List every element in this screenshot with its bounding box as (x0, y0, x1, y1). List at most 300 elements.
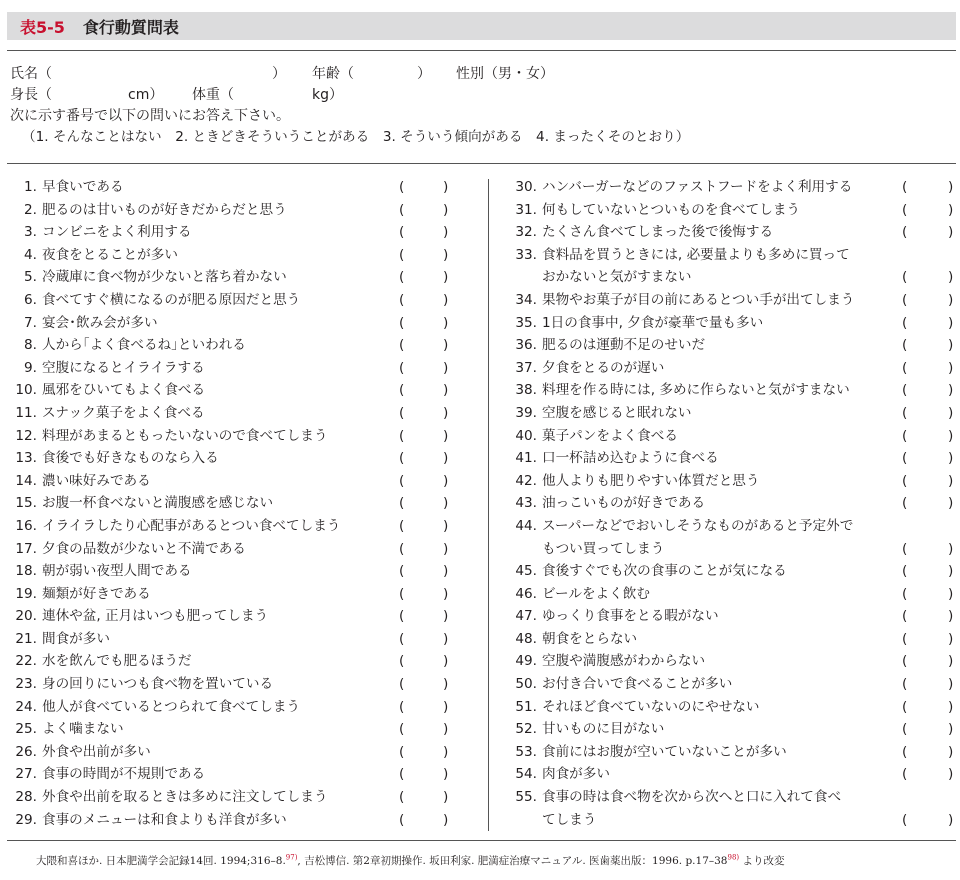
question-item (10, 244, 480, 267)
question-number: 23. (15, 676, 37, 693)
answer-close-paren[interactable]: ) (948, 630, 954, 647)
question-number: 43. (515, 495, 537, 512)
question-item (510, 605, 960, 628)
question-text: 食事のメニューは和食よりも洋食が多い (42, 811, 287, 828)
answer-close-paren[interactable]: ) (443, 337, 449, 354)
question-number: 54. (515, 766, 537, 783)
question-text: ビールをよく飲む (542, 585, 650, 602)
answer-close-paren[interactable]: ) (948, 450, 954, 467)
question-item (10, 583, 480, 606)
question-text: 夜食をとることが多い (42, 246, 178, 263)
question-item (10, 696, 480, 719)
question-number: 4. (24, 246, 37, 263)
question-number: 42. (515, 472, 537, 489)
question-text: 1日の食事中, 夕食が豪華で量も多い (542, 314, 764, 331)
question-number: 6. (24, 291, 37, 308)
answer-close-paren[interactable]: ) (948, 314, 954, 331)
answer-open-paren[interactable]: ( (902, 472, 908, 489)
answer-close-paren[interactable]: ) (948, 585, 954, 602)
answer-close-paren[interactable]: ) (443, 585, 449, 602)
age-label: 年齢（ (312, 66, 354, 82)
question-item (10, 492, 480, 515)
answer-close-paren[interactable]: ) (948, 540, 954, 557)
answer-open-paren[interactable]: ( (399, 517, 405, 534)
question-number: 15. (15, 495, 37, 512)
answer-open-paren[interactable]: ( (902, 314, 908, 331)
question-item (510, 447, 960, 470)
question-number: 32. (515, 224, 537, 241)
question-text: 朝が弱い夜型人間である (42, 563, 192, 580)
question-number: 26. (15, 743, 37, 760)
table-title: 食行動質問表 (82, 17, 179, 37)
question-item (10, 289, 480, 312)
question-text: イライラしたり心配事があるとつい食べてしまう (42, 517, 341, 534)
question-number: 10. (15, 382, 37, 399)
question-text: 水を飲んでも肥るほうだ (42, 653, 192, 670)
question-item (10, 538, 480, 561)
question-item (510, 379, 960, 402)
height-unit: cm） (128, 87, 164, 103)
answer-close-paren[interactable]: ) (443, 721, 449, 738)
question-text: ハンバーガーなどのファストフードをよく利用する (542, 179, 853, 195)
answer-close-paren[interactable]: ) (443, 224, 449, 241)
answer-open-paren[interactable]: ( (399, 337, 405, 354)
answer-close-paren[interactable]: ) (443, 246, 449, 263)
answer-open-paren[interactable]: ( (902, 224, 908, 241)
question-text: 食事の時は食べ物を次から次へと口に入れて食べ (542, 789, 842, 806)
answer-close-paren[interactable]: ) (443, 743, 449, 760)
question-text-continued: もつい買ってしまう (542, 540, 665, 557)
question-number: 25. (15, 721, 37, 738)
question-text: 冷蔵庫に食べ物が少ないと落ち着かない (42, 269, 287, 286)
answer-open-paren[interactable]: ( (902, 563, 908, 580)
question-number: 12. (15, 427, 37, 444)
question-item (10, 266, 480, 289)
answer-open-paren[interactable]: ( (399, 630, 405, 647)
question-text: 夕食をとるのが遅い (542, 359, 665, 376)
answer-close-paren[interactable]: ) (443, 269, 449, 286)
answer-open-paren[interactable]: ( (902, 450, 908, 467)
question-number: 34. (515, 291, 537, 308)
answer-close-paren[interactable]: ) (948, 291, 954, 308)
question-text: 夕食の品数が少ないと不満である (42, 540, 246, 557)
question-number: 38. (515, 382, 537, 399)
question-number: 50. (515, 676, 537, 693)
question-text: 食後でも好きなものなら入る (42, 450, 219, 467)
answer-open-paren[interactable]: ( (902, 653, 908, 670)
question-number: 31. (515, 201, 537, 218)
answer-open-paren[interactable]: ( (399, 427, 405, 444)
question-number: 46. (515, 585, 537, 602)
question-text: 身の回りにいつも食べ物を置いている (42, 676, 274, 693)
question-text-continued: おかないと気がすまない (542, 269, 692, 286)
question-text: お腹一杯食べないと満腹感を感じない (42, 495, 274, 512)
question-number: 36. (515, 337, 537, 354)
answer-close-paren[interactable]: ) (443, 676, 449, 693)
name-close: ） (272, 66, 286, 82)
answer-open-paren[interactable]: ( (399, 698, 405, 715)
answer-open-paren[interactable]: ( (399, 201, 405, 218)
question-item (510, 402, 960, 425)
answer-close-paren[interactable]: ) (948, 766, 954, 783)
question-item (10, 357, 480, 380)
answer-close-paren[interactable]: ) (948, 653, 954, 670)
question-text: 他人が食べているとつられて食べてしまう (42, 698, 301, 715)
question-number: 52. (515, 721, 537, 738)
answer-close-paren[interactable]: ) (948, 563, 954, 580)
question-number: 41. (515, 450, 537, 467)
question-text: 食事の時間が不規則である (42, 766, 206, 783)
answer-close-paren[interactable]: ) (948, 721, 954, 738)
answer-open-paren[interactable]: ( (399, 563, 405, 580)
answer-open-paren[interactable]: ( (399, 269, 405, 286)
question-text: ゆっくり食事をとる暇がない (542, 608, 719, 625)
question-text: それほど食べていないのにやせない (542, 698, 760, 715)
answer-close-paren[interactable]: ) (948, 495, 954, 512)
answer-close-paren[interactable]: ) (443, 517, 449, 534)
answer-open-paren[interactable]: ( (902, 201, 908, 218)
answer-open-paren[interactable]: ( (902, 382, 908, 399)
answer-close-paren[interactable]: ) (443, 427, 449, 444)
answer-open-paren[interactable]: ( (399, 676, 405, 693)
answer-open-paren[interactable]: ( (902, 676, 908, 693)
answer-close-paren[interactable]: ) (948, 359, 954, 376)
title-bar (7, 12, 956, 40)
table-number: 表5-5 (20, 17, 65, 37)
question-text: 空腹や満腹感がわからない (542, 653, 706, 670)
answer-open-paren[interactable]: ( (399, 585, 405, 602)
question-item (510, 628, 960, 651)
answer-close-paren[interactable]: ) (948, 427, 954, 444)
question-item (10, 763, 480, 786)
question-number: 55. (515, 789, 537, 806)
answer-close-paren[interactable]: ) (443, 472, 449, 489)
question-item (510, 650, 960, 673)
question-item (10, 673, 480, 696)
question-text: 食後すぐでも次の食事のことが気になる (542, 563, 787, 580)
answer-close-paren[interactable]: ) (443, 291, 449, 308)
question-text: 肥るのは甘いものが好きだからだと思う (42, 201, 287, 218)
question-number: 28. (15, 789, 37, 806)
question-text: お付き合いで食べることが多い (542, 676, 733, 693)
question-text: 食前にはお腹が空いていないことが多い (542, 743, 787, 760)
question-number: 39. (515, 404, 537, 421)
question-item (10, 650, 480, 673)
answer-close-paren[interactable]: ) (443, 495, 449, 512)
answer-close-paren[interactable]: ) (443, 314, 449, 331)
question-text: 外食や出前を取るときは多めに注文してしまう (42, 789, 328, 806)
question-number: 17. (15, 540, 37, 557)
sex-label: 性別（男・女） (456, 66, 554, 82)
question-number: 51. (515, 698, 537, 715)
question-number: 44. (515, 517, 537, 534)
answer-close-paren[interactable]: ) (948, 743, 954, 760)
question-text: 連休や盆, 正月はいつも肥ってしまう (42, 608, 269, 625)
question-text: 菓子パンをよく食べる (542, 427, 678, 444)
answer-close-paren[interactable]: ) (443, 608, 449, 625)
question-number: 48. (515, 630, 537, 647)
answer-close-paren[interactable]: ) (948, 201, 954, 218)
question-text: コンビニをよく利用する (42, 224, 192, 241)
question-item (510, 176, 960, 199)
answer-open-paren[interactable]: ( (902, 811, 908, 828)
answer-open-paren[interactable]: ( (399, 653, 405, 670)
question-number: 5. (24, 269, 37, 286)
question-text: スナック菓子をよく食べる (42, 404, 205, 421)
answer-close-paren[interactable]: ) (443, 698, 449, 715)
question-text: 濃い味好みである (42, 472, 151, 489)
question-number: 16. (15, 517, 37, 534)
question-text: 麺類が好きである (42, 585, 151, 602)
question-number: 27. (15, 766, 37, 783)
question-item (510, 357, 960, 380)
question-item (10, 786, 480, 809)
answer-open-paren[interactable]: ( (902, 404, 908, 421)
answer-close-paren[interactable]: ) (443, 789, 449, 806)
question-item (510, 334, 960, 357)
questions-left-column (10, 176, 480, 831)
answer-open-paren[interactable]: ( (902, 585, 908, 602)
question-item (10, 515, 480, 538)
answer-close-paren[interactable]: ) (443, 630, 449, 647)
question-number: 47. (515, 608, 537, 625)
question-item (510, 425, 960, 448)
question-number: 20. (15, 608, 37, 625)
question-text-continued: てしまう (542, 811, 597, 828)
question-text: スーパーなどでおいしそうなものがあると予定外で (542, 517, 854, 534)
question-item-continued (510, 538, 960, 561)
question-text: 食べてすぐ横になるのが肥る原因だと思う (42, 291, 301, 308)
answer-open-paren[interactable]: ( (902, 359, 908, 376)
answer-close-paren[interactable]: ) (443, 450, 449, 467)
question-text: 甘いものに目がない (542, 721, 665, 738)
question-item (10, 718, 480, 741)
answer-close-paren[interactable]: ) (948, 179, 954, 195)
answer-open-paren[interactable]: ( (902, 608, 908, 625)
answer-open-paren[interactable]: ( (399, 495, 405, 512)
question-item (10, 425, 480, 448)
question-number: 14. (15, 472, 37, 489)
age-close: ） (417, 66, 431, 82)
answer-close-paren[interactable]: ) (443, 382, 449, 399)
answer-open-paren[interactable]: ( (399, 789, 405, 806)
question-number: 8. (24, 337, 37, 354)
answer-open-paren[interactable]: ( (399, 359, 405, 376)
question-number: 22. (15, 653, 37, 670)
question-text: 空腹になるとイライラする (42, 359, 205, 376)
question-item (10, 741, 480, 764)
citation-text-1: 大隈和喜ほか. 日本肥満学会記録14回. 1994;316–8. (36, 855, 286, 867)
question-item (10, 199, 480, 222)
question-text: 肉食が多い (542, 766, 610, 783)
answer-open-paren[interactable]: ( (902, 540, 908, 557)
question-item (10, 334, 480, 357)
question-item (10, 470, 480, 493)
question-number: 21. (15, 630, 37, 647)
question-item (510, 583, 960, 606)
answer-open-paren[interactable]: ( (399, 472, 405, 489)
question-item (510, 696, 960, 719)
question-item (10, 379, 480, 402)
answer-close-paren[interactable]: ) (443, 404, 449, 421)
answer-open-paren[interactable]: ( (902, 743, 908, 760)
answer-open-paren[interactable]: ( (902, 337, 908, 354)
question-text: 間食が多い (42, 630, 110, 647)
question-text: 果物やお菓子が目の前にあるとつい手が出てしまう (542, 291, 855, 308)
question-item (510, 673, 960, 696)
bottom-rule (7, 840, 956, 841)
citation (36, 853, 784, 868)
answer-open-paren[interactable]: ( (902, 291, 908, 308)
question-text: 風邪をひいてもよく食べる (42, 382, 206, 399)
question-item (510, 312, 960, 335)
questions-right-column (510, 176, 960, 831)
question-number: 30. (515, 179, 537, 195)
citation-ref-1: 97) (285, 853, 298, 862)
answer-close-paren[interactable]: ) (948, 811, 954, 828)
question-item-continued (510, 266, 960, 289)
answer-close-paren[interactable]: ) (443, 179, 449, 195)
question-number: 40. (515, 427, 537, 444)
question-text: 空腹を感じると眠れない (542, 404, 692, 421)
question-number: 11. (15, 404, 37, 421)
answer-open-paren[interactable]: ( (399, 811, 405, 828)
answer-open-paren[interactable]: ( (399, 450, 405, 467)
question-text: 料理があまるともったいないので食べてしまう (42, 427, 328, 444)
question-number: 19. (15, 585, 37, 602)
answer-close-paren[interactable]: ) (948, 382, 954, 399)
question-item (10, 628, 480, 651)
question-number: 37. (515, 359, 537, 376)
question-number: 3. (24, 224, 37, 241)
question-item (10, 312, 480, 335)
answer-close-paren[interactable]: ) (948, 608, 954, 625)
answer-close-paren[interactable]: ) (948, 698, 954, 715)
question-number: 24. (15, 698, 37, 715)
weight-label: 体重（ (192, 87, 234, 103)
answer-open-paren[interactable]: ( (399, 314, 405, 331)
citation-ref-2: 98) (727, 853, 740, 862)
answer-open-paren[interactable]: ( (399, 766, 405, 783)
question-text: 朝食をとらない (542, 630, 638, 647)
question-text: たくさん食べてしまった後で後悔する (542, 224, 774, 241)
citation-text-3: より改変 (739, 855, 785, 867)
question-number: 1. (24, 179, 37, 195)
answer-open-paren[interactable]: ( (399, 743, 405, 760)
question-item (10, 221, 480, 244)
answer-open-paren[interactable]: ( (399, 291, 405, 308)
answer-open-paren[interactable]: ( (902, 427, 908, 444)
question-number: 33. (515, 246, 537, 263)
answer-open-paren[interactable]: ( (399, 382, 405, 399)
question-item (10, 447, 480, 470)
mid-rule (7, 163, 956, 164)
answer-close-paren[interactable]: ) (948, 337, 954, 354)
question-item (10, 176, 480, 199)
answer-open-paren[interactable]: ( (399, 224, 405, 241)
question-item (10, 402, 480, 425)
question-item (510, 763, 960, 786)
answer-open-paren[interactable]: ( (399, 404, 405, 421)
question-item (10, 560, 480, 583)
question-number: 53. (515, 743, 537, 760)
question-number: 18. (15, 563, 37, 580)
answer-open-paren[interactable]: ( (902, 630, 908, 647)
question-text: 肥るのは運動不足のせいだ (542, 337, 706, 354)
question-text: 料理を作る時には, 多めに作らないと気がすまない (542, 382, 850, 399)
instruction-text: 次に示す番号で以下の問いにお答え下さい。 (10, 108, 290, 124)
answer-open-paren[interactable]: ( (902, 495, 908, 512)
answer-close-paren[interactable]: ) (443, 563, 449, 580)
question-item (510, 786, 960, 809)
question-text: よく噛まない (42, 721, 124, 738)
question-item (510, 492, 960, 515)
answer-close-paren[interactable]: ) (948, 472, 954, 489)
question-number: 29. (15, 811, 37, 828)
question-number: 7. (24, 314, 37, 331)
column-divider (488, 179, 489, 831)
question-number: 45. (515, 563, 537, 580)
question-item (510, 718, 960, 741)
question-number: 13. (15, 450, 37, 467)
question-item (510, 741, 960, 764)
question-item (510, 289, 960, 312)
question-item (510, 560, 960, 583)
question-text: 他人よりも肥りやすい体質だと思う (542, 472, 760, 489)
answer-close-paren[interactable]: ) (948, 404, 954, 421)
question-text: 何もしていないとついものを食べてしまう (542, 201, 801, 218)
answer-open-paren[interactable]: ( (399, 540, 405, 557)
top-rule (7, 50, 956, 51)
answer-close-paren[interactable]: ) (443, 653, 449, 670)
question-number: 9. (24, 359, 37, 376)
question-item (510, 470, 960, 493)
answer-open-paren[interactable]: ( (902, 179, 908, 195)
answer-open-paren[interactable]: ( (902, 766, 908, 783)
name-label: 氏名（ (10, 66, 52, 82)
question-item (510, 199, 960, 222)
question-text: 外食や出前が多い (42, 743, 151, 760)
question-item (10, 809, 480, 832)
question-text: 人から｢よく食べるね｣といわれる (42, 337, 246, 354)
answer-close-paren[interactable]: ) (443, 811, 449, 828)
answer-open-paren[interactable]: ( (902, 721, 908, 738)
answer-close-paren[interactable]: ) (443, 359, 449, 376)
answer-open-paren[interactable]: ( (399, 246, 405, 263)
answer-close-paren[interactable]: ) (948, 224, 954, 241)
question-item (10, 605, 480, 628)
answer-open-paren[interactable]: ( (902, 269, 908, 286)
citation-text-2: , 吉松博信. 第2章初期操作. 坂田利家. 肥満症治療マニュアル. 医歯薬出版：1996. p.17–38 (297, 855, 728, 867)
answer-open-paren[interactable]: ( (902, 698, 908, 715)
height-label: 身長（ (10, 87, 52, 103)
answer-open-paren[interactable]: ( (399, 179, 405, 195)
question-item (510, 515, 960, 538)
answer-close-paren[interactable]: ) (443, 766, 449, 783)
answer-open-paren[interactable]: ( (399, 608, 405, 625)
question-number: 2. (24, 201, 37, 218)
answer-open-paren[interactable]: ( (399, 721, 405, 738)
question-item (510, 221, 960, 244)
answer-close-paren[interactable]: ) (948, 676, 954, 693)
answer-close-paren[interactable]: ) (948, 269, 954, 286)
question-text: 早食いである (42, 179, 124, 195)
weight-unit: kg） (312, 87, 343, 103)
answer-close-paren[interactable]: ) (443, 201, 449, 218)
answer-close-paren[interactable]: ) (443, 540, 449, 557)
question-text: 油っこいものが好きである (542, 495, 706, 512)
question-text: 宴会･飲み会が多い (42, 314, 158, 331)
